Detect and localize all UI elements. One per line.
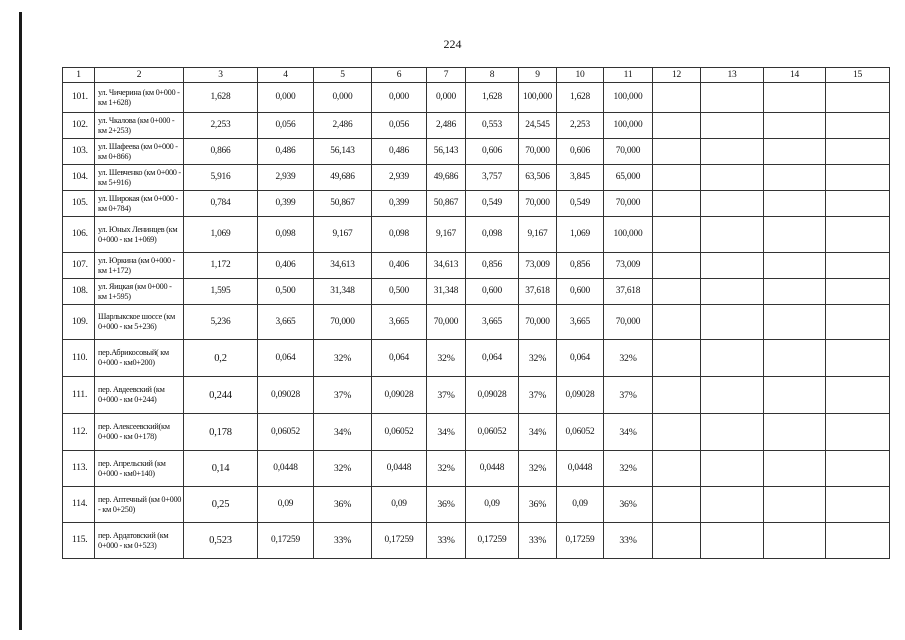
empty-cell-col-14 [764,83,826,113]
empty-cell-col-15 [826,83,890,113]
empty-cell-col-15 [826,523,890,559]
cell-col-10: 0,09 [557,487,604,523]
row-number: 108. [63,279,95,305]
row-number: 105. [63,191,95,217]
cell-col-9: 70,000 [519,305,557,340]
cell-col-8: 0,856 [466,253,519,279]
empty-cell-col-15 [826,305,890,340]
table-row [63,217,890,253]
empty-cell-col-15 [826,191,890,217]
cell-col-8: 0,600 [466,279,519,305]
road-name: ул. Юных Ленинцев (км 0+000 - км 1+069) [95,217,184,253]
empty-cell-col-14 [764,279,826,305]
cell-col-7: 32% [427,451,466,487]
empty-cell-col-13 [701,279,764,305]
row-number: 111. [63,377,95,414]
table-row [63,451,890,487]
cell-col-6: 0,056 [372,113,427,139]
empty-cell-col-14 [764,340,826,377]
cell-col-3: 0,178 [184,414,258,451]
cell-col-6: 0,06052 [372,414,427,451]
column-header: 2 [95,68,184,83]
empty-cell-col-15 [826,487,890,523]
table-row [63,191,890,217]
empty-cell-col-13 [701,451,764,487]
empty-cell-col-14 [764,377,826,414]
road-name: пер. Ардатовский (км 0+000 - км 0+523) [95,523,184,559]
scan-edge-bar [19,12,22,630]
cell-col-8: 0,553 [466,113,519,139]
empty-cell-col-12 [653,191,701,217]
cell-col-7: 32% [427,340,466,377]
cell-col-7: 50,867 [427,191,466,217]
empty-cell-col-13 [701,414,764,451]
cell-col-7: 56,143 [427,139,466,165]
cell-col-11: 70,000 [604,305,653,340]
cell-col-5: 37% [314,377,372,414]
cell-col-7: 49,686 [427,165,466,191]
cell-col-9: 32% [519,340,557,377]
empty-cell-col-13 [701,139,764,165]
road-name: ул. Шевченко (км 0+000 - км 5+916) [95,165,184,191]
cell-col-3: 0,866 [184,139,258,165]
row-number: 109. [63,305,95,340]
cell-col-6: 0,399 [372,191,427,217]
cell-col-6: 0,17259 [372,523,427,559]
table-body [63,83,890,559]
empty-cell-col-15 [826,340,890,377]
empty-cell-col-12 [653,377,701,414]
empty-cell-col-13 [701,217,764,253]
cell-col-9: 32% [519,451,557,487]
cell-col-7: 0,000 [427,83,466,113]
road-name: пер. Алексеевский(км 0+000 - км 0+178) [95,414,184,451]
row-number: 103. [63,139,95,165]
cell-col-3: 1,069 [184,217,258,253]
table-row [63,523,890,559]
road-name: пер. Авдеевский (км 0+000 - км 0+244) [95,377,184,414]
empty-cell-col-14 [764,253,826,279]
table-row [63,165,890,191]
empty-cell-col-12 [653,253,701,279]
empty-cell-col-12 [653,340,701,377]
cell-col-11: 33% [604,523,653,559]
page-number: 224 [443,37,462,51]
empty-cell-col-13 [701,191,764,217]
row-number: 112. [63,414,95,451]
cell-col-7: 31,348 [427,279,466,305]
empty-cell-col-12 [653,83,701,113]
cell-col-4: 0,09 [258,487,314,523]
row-number: 104. [63,165,95,191]
cell-col-4: 0,399 [258,191,314,217]
cell-col-11: 34% [604,414,653,451]
empty-cell-col-13 [701,113,764,139]
empty-cell-col-15 [826,414,890,451]
cell-col-10: 3,845 [557,165,604,191]
row-number: 102. [63,113,95,139]
road-name: ул. Чичерина (км 0+000 - км 1+628) [95,83,184,113]
row-number: 106. [63,217,95,253]
cell-col-3: 0,523 [184,523,258,559]
cell-col-9: 33% [519,523,557,559]
column-header: 14 [764,68,826,83]
cell-col-11: 65,000 [604,165,653,191]
empty-cell-col-12 [653,165,701,191]
cell-col-7: 37% [427,377,466,414]
cell-col-7: 34% [427,414,466,451]
row-number: 101. [63,83,95,113]
column-header: 11 [604,68,653,83]
column-header: 13 [701,68,764,83]
cell-col-6: 2,939 [372,165,427,191]
cell-col-4: 0,0448 [258,451,314,487]
empty-cell-col-12 [653,523,701,559]
cell-col-5: 56,143 [314,139,372,165]
cell-col-5: 70,000 [314,305,372,340]
column-header: 3 [184,68,258,83]
column-header: 15 [826,68,890,83]
empty-cell-col-12 [653,305,701,340]
cell-col-9: 24,545 [519,113,557,139]
column-header: 8 [466,68,519,83]
empty-cell-col-15 [826,279,890,305]
cell-col-7: 70,000 [427,305,466,340]
cell-col-4: 0,000 [258,83,314,113]
cell-col-11: 73,009 [604,253,653,279]
cell-col-11: 70,000 [604,139,653,165]
cell-col-10: 0,856 [557,253,604,279]
cell-col-3: 0,14 [184,451,258,487]
cell-col-11: 100,000 [604,83,653,113]
cell-col-6: 0,000 [372,83,427,113]
empty-cell-col-15 [826,451,890,487]
cell-col-7: 36% [427,487,466,523]
cell-col-3: 0,25 [184,487,258,523]
empty-cell-col-14 [764,414,826,451]
table-row [63,139,890,165]
cell-col-10: 0,064 [557,340,604,377]
empty-cell-col-12 [653,217,701,253]
cell-col-8: 0,549 [466,191,519,217]
table-row [63,279,890,305]
cell-col-11: 36% [604,487,653,523]
cell-col-4: 0,09028 [258,377,314,414]
cell-col-5: 34,613 [314,253,372,279]
header-row [63,68,890,83]
cell-col-10: 0,0448 [557,451,604,487]
cell-col-11: 32% [604,451,653,487]
empty-cell-col-12 [653,139,701,165]
cell-col-9: 63,506 [519,165,557,191]
table-header [63,68,890,83]
cell-col-8: 3,757 [466,165,519,191]
cell-col-11: 70,000 [604,191,653,217]
empty-cell-col-14 [764,523,826,559]
cell-col-6: 0,09028 [372,377,427,414]
cell-col-8: 0,0448 [466,451,519,487]
empty-cell-col-14 [764,165,826,191]
cell-col-6: 3,665 [372,305,427,340]
cell-col-11: 37,618 [604,279,653,305]
cell-col-3: 1,628 [184,83,258,113]
empty-cell-col-14 [764,113,826,139]
empty-cell-col-14 [764,451,826,487]
cell-col-9: 70,000 [519,191,557,217]
cell-col-7: 34,613 [427,253,466,279]
cell-col-9: 9,167 [519,217,557,253]
cell-col-4: 0,17259 [258,523,314,559]
cell-col-8: 0,06052 [466,414,519,451]
cell-col-6: 0,09 [372,487,427,523]
cell-col-6: 0,064 [372,340,427,377]
row-number: 113. [63,451,95,487]
empty-cell-col-13 [701,377,764,414]
empty-cell-col-12 [653,487,701,523]
empty-cell-col-15 [826,253,890,279]
empty-cell-col-13 [701,83,764,113]
cell-col-8: 0,064 [466,340,519,377]
road-name: ул. Широкая (км 0+000 - км 0+784) [95,191,184,217]
column-header: 10 [557,68,604,83]
cell-col-9: 36% [519,487,557,523]
cell-col-9: 37,618 [519,279,557,305]
cell-col-8: 3,665 [466,305,519,340]
empty-cell-col-14 [764,487,826,523]
empty-cell-col-13 [701,340,764,377]
empty-cell-col-15 [826,165,890,191]
cell-col-8: 0,09028 [466,377,519,414]
column-header: 1 [63,68,95,83]
cell-col-11: 100,000 [604,217,653,253]
empty-cell-col-13 [701,523,764,559]
empty-cell-col-15 [826,113,890,139]
cell-col-5: 49,686 [314,165,372,191]
road-name: ул. Шафеева (км 0+000 - км 0+866) [95,139,184,165]
cell-col-4: 0,06052 [258,414,314,451]
cell-col-4: 0,406 [258,253,314,279]
cell-col-7: 2,486 [427,113,466,139]
cell-col-3: 5,236 [184,305,258,340]
cell-col-4: 0,056 [258,113,314,139]
cell-col-9: 34% [519,414,557,451]
table-row [63,377,890,414]
road-name: Шарлыкское шоссе (км 0+000 - км 5+236) [95,305,184,340]
row-number: 107. [63,253,95,279]
cell-col-9: 100,000 [519,83,557,113]
cell-col-10: 0,606 [557,139,604,165]
empty-cell-col-14 [764,217,826,253]
road-name: ул. Чкалова (км 0+000 - км 2+253) [95,113,184,139]
column-header: 5 [314,68,372,83]
table-row [63,305,890,340]
cell-col-8: 0,09 [466,487,519,523]
cell-col-8: 0,17259 [466,523,519,559]
cell-col-6: 0,486 [372,139,427,165]
cell-col-4: 2,939 [258,165,314,191]
cell-col-4: 3,665 [258,305,314,340]
empty-cell-col-12 [653,451,701,487]
empty-cell-col-12 [653,279,701,305]
cell-col-7: 9,167 [427,217,466,253]
cell-col-5: 9,167 [314,217,372,253]
cell-col-5: 31,348 [314,279,372,305]
empty-cell-col-15 [826,377,890,414]
cell-col-5: 2,486 [314,113,372,139]
cell-col-3: 1,172 [184,253,258,279]
cell-col-10: 1,628 [557,83,604,113]
cell-col-5: 0,000 [314,83,372,113]
cell-col-6: 0,406 [372,253,427,279]
row-number: 115. [63,523,95,559]
table-row [63,83,890,113]
empty-cell-col-14 [764,191,826,217]
cell-col-10: 0,06052 [557,414,604,451]
cell-col-4: 0,098 [258,217,314,253]
table-row [63,414,890,451]
empty-cell-col-15 [826,139,890,165]
empty-cell-col-13 [701,253,764,279]
cell-col-8: 0,098 [466,217,519,253]
cell-col-10: 0,549 [557,191,604,217]
cell-col-6: 0,500 [372,279,427,305]
cell-col-8: 1,628 [466,83,519,113]
cell-col-10: 1,069 [557,217,604,253]
cell-col-3: 1,595 [184,279,258,305]
cell-col-3: 5,916 [184,165,258,191]
cell-col-11: 37% [604,377,653,414]
cell-col-4: 0,486 [258,139,314,165]
empty-cell-col-14 [764,139,826,165]
cell-col-5: 50,867 [314,191,372,217]
road-name: ул. Яицкая (км 0+000 - км 1+595) [95,279,184,305]
road-name: ул. Юркина (км 0+000 - км 1+172) [95,253,184,279]
cell-col-3: 2,253 [184,113,258,139]
empty-cell-col-12 [653,113,701,139]
roads-table [62,67,890,559]
empty-cell-col-12 [653,414,701,451]
empty-cell-col-13 [701,305,764,340]
empty-cell-col-14 [764,305,826,340]
table-row [63,253,890,279]
cell-col-5: 32% [314,340,372,377]
cell-col-10: 0,600 [557,279,604,305]
cell-col-5: 32% [314,451,372,487]
empty-cell-col-15 [826,217,890,253]
road-name: пер. Аптечный (км 0+000 - км 0+250) [95,487,184,523]
cell-col-3: 0,2 [184,340,258,377]
column-header: 6 [372,68,427,83]
row-number: 114. [63,487,95,523]
column-header: 7 [427,68,466,83]
cell-col-3: 0,784 [184,191,258,217]
cell-col-11: 32% [604,340,653,377]
table-row [63,487,890,523]
empty-cell-col-13 [701,165,764,191]
cell-col-7: 33% [427,523,466,559]
column-header: 12 [653,68,701,83]
cell-col-3: 0,244 [184,377,258,414]
cell-col-6: 0,098 [372,217,427,253]
cell-col-6: 0,0448 [372,451,427,487]
cell-col-10: 3,665 [557,305,604,340]
cell-col-9: 73,009 [519,253,557,279]
row-number: 110. [63,340,95,377]
cell-col-4: 0,500 [258,279,314,305]
cell-col-5: 34% [314,414,372,451]
empty-cell-col-13 [701,487,764,523]
cell-col-9: 37% [519,377,557,414]
cell-col-11: 100,000 [604,113,653,139]
cell-col-5: 36% [314,487,372,523]
cell-col-10: 0,17259 [557,523,604,559]
table-row [63,113,890,139]
cell-col-10: 0,09028 [557,377,604,414]
cell-col-10: 2,253 [557,113,604,139]
road-name: пер. Апрельский (км 0+000 - км0+140) [95,451,184,487]
cell-col-4: 0,064 [258,340,314,377]
column-header: 4 [258,68,314,83]
table-row [63,340,890,377]
cell-col-8: 0,606 [466,139,519,165]
cell-col-9: 70,000 [519,139,557,165]
column-header: 9 [519,68,557,83]
cell-col-5: 33% [314,523,372,559]
road-name: пер.Абрикосовый( км 0+000 - км0+200) [95,340,184,377]
